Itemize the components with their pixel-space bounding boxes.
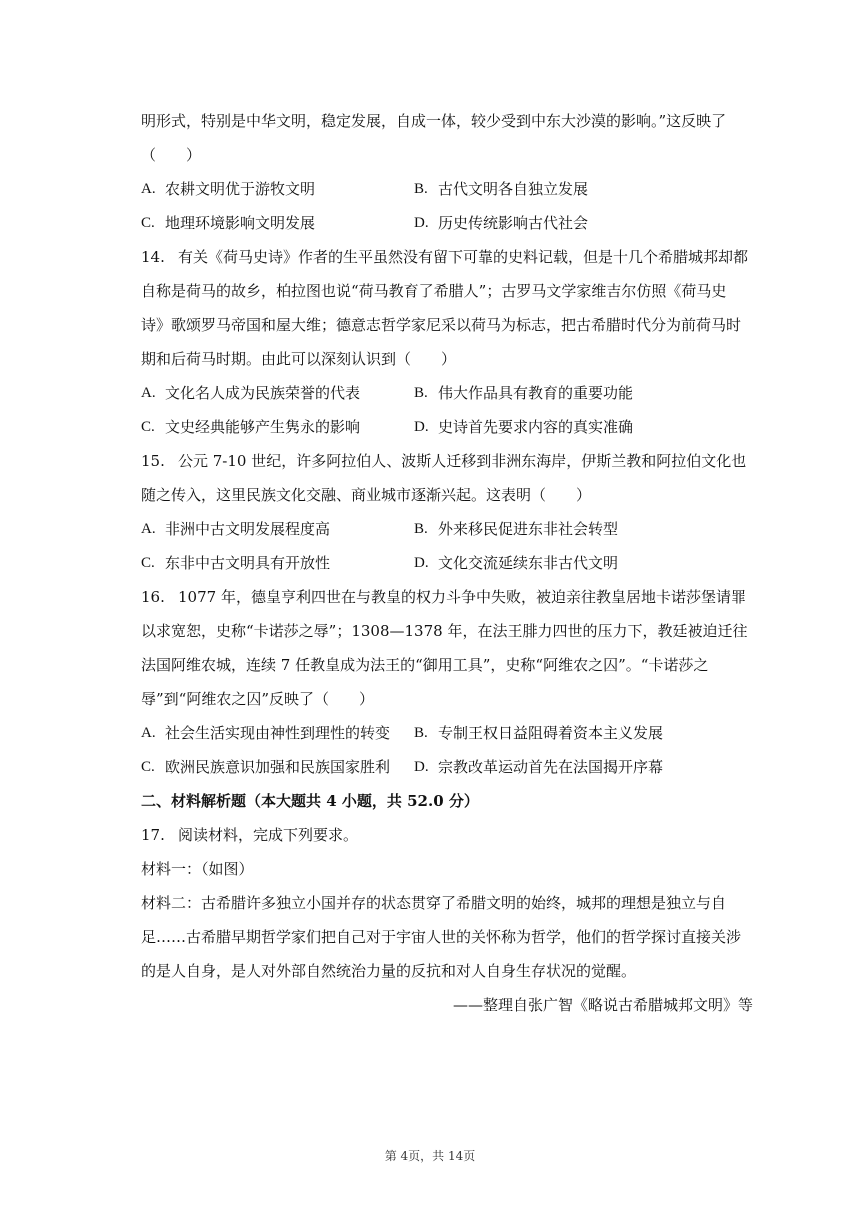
option-text: 文史经典能够产生隽永的影响 <box>165 418 361 436</box>
q13-text-line-1: 明形式，特别是中华文明，稳定发展，自成一体，较少受到中东大沙漠的影响。”这反映了 <box>141 112 727 130</box>
q17-material-2-line-2: 足……古希腊早期哲学家们把自己对于宇宙人世的关怀称为哲学，他们的哲学探讨直接关涉 <box>141 928 742 946</box>
q15-options-row-1 <box>141 512 753 546</box>
question-text: 阅读材料，完成下列要求。 <box>178 826 359 844</box>
page-content <box>141 104 753 1022</box>
option-text: 社会生活实现由神性到理性的转变 <box>165 724 391 742</box>
option-letter: D. <box>414 555 429 571</box>
q16-options-row-1 <box>141 716 753 750</box>
option-text: 文化名人成为民族荣誉的代表 <box>165 384 361 402</box>
q14-text-line-2: 自称是荷马的故乡，柏拉图也说“荷马教育了希腊人”；古罗马文学家维吉尔仿照《荷马史 <box>141 282 727 300</box>
q13-option-d <box>414 206 588 240</box>
q14-options-row-2 <box>141 410 753 444</box>
q14-text-line-1 <box>141 240 753 274</box>
option-text: 历史传统影响古代社会 <box>438 214 589 232</box>
q16-text-line-3: 法国阿维农城，连续 7 任教皇成为法王的“御用工具”，史称“阿维农之囚”。“卡诺莎之 <box>141 656 709 674</box>
q16-text-line-1 <box>141 580 753 614</box>
q14-text-line-3: 诗》歌颂罗马帝国和屋大维；德意志哲学家尼采以荷马为标志，把古希腊时代分为前荷马时 <box>141 316 742 334</box>
q13-options-row-1 <box>141 172 753 206</box>
option-letter: A. <box>141 181 156 197</box>
q15-option-a <box>141 512 414 546</box>
option-text: 农耕文明优于游牧文明 <box>165 180 316 198</box>
q16-option-c <box>141 750 414 784</box>
q15-option-b <box>414 512 618 546</box>
option-letter: A. <box>141 385 156 401</box>
q15-option-d <box>414 546 618 580</box>
q15-options-row-2 <box>141 546 753 580</box>
question-number: 17. <box>141 826 165 844</box>
q17-prompt-line <box>141 818 753 852</box>
option-letter: B. <box>414 385 428 401</box>
q17-material-2-line-1: 材料二：古希腊许多独立小国并存的状态贯穿了希腊文明的始终，城邦的理想是独立与自 <box>141 894 727 912</box>
question-number: 15. <box>141 452 165 470</box>
option-letter: D. <box>414 215 429 231</box>
option-letter: B. <box>414 521 428 537</box>
q14-option-b <box>414 376 633 410</box>
question-text: 有关《荷马史诗》作者的生平虽然没有留下可靠的史料记载，但是十几个希腊城邦却都 <box>178 248 749 266</box>
question-number: 14. <box>141 248 165 266</box>
q14-options-row-1 <box>141 376 753 410</box>
option-text: 专制王权日益阻碍着资本主义发展 <box>438 724 664 742</box>
option-letter: B. <box>414 181 428 197</box>
option-text: 伟大作品具有教育的重要功能 <box>438 384 634 402</box>
q16-option-b <box>414 716 663 750</box>
q13-option-b <box>414 172 588 206</box>
question-number: 16. <box>141 588 165 606</box>
q17-material-2-line-3: 的是人自身，是人对外部自然统治力量的反抗和对人自身生存状况的觉醒。 <box>141 962 637 980</box>
q13-option-a <box>141 172 414 206</box>
q16-text-line-2: 以求宽恕，史称“卡诺莎之辱”；1308—1378 年，在法王腓力四世的压力下，教廷被迫迁往 <box>141 622 748 640</box>
q13-text-line-2: （ ） <box>141 146 202 164</box>
option-text: 文化交流延续东非古代文明 <box>438 554 619 572</box>
option-text: 宗教改革运动首先在法国揭开序幕 <box>438 758 664 776</box>
page-footer: 第 4页，共 14页 <box>384 1149 476 1163</box>
q14-option-d <box>414 410 633 444</box>
option-text: 东非中古文明具有开放性 <box>165 554 331 572</box>
q14-text-line-4: 期和后荷马时期。由此可以深刻认识到（ ） <box>141 350 457 368</box>
option-text: 欧洲民族意识加强和民族国家胜利 <box>165 758 391 776</box>
option-text: 外来移民促进东非社会转型 <box>438 520 619 538</box>
section-heading: 二、材料解析题（本大题共 4 小题，共 52.0 分） <box>141 792 479 810</box>
q15-text-line-2: 随之传入，这里民族文化交融、商业城市逐渐兴起。这表明（ ） <box>141 486 592 504</box>
option-letter: C. <box>141 759 155 775</box>
option-text: 史诗首先要求内容的真实准确 <box>438 418 634 436</box>
q16-text-line-4: 辱”到“阿维农之囚”反映了（ ） <box>141 690 375 708</box>
option-text: 地理环境影响文明发展 <box>165 214 316 232</box>
question-text: 公元 7-10 世纪，许多阿拉伯人、波斯人迁移到非洲东海岸，伊斯兰教和阿拉伯文化也 <box>178 452 747 470</box>
q14-option-a <box>141 376 414 410</box>
option-text: 古代文明各自独立发展 <box>438 180 589 198</box>
q13-options-row-2 <box>141 206 753 240</box>
q13-option-c <box>141 206 414 240</box>
option-letter: D. <box>414 759 429 775</box>
option-letter: C. <box>141 419 155 435</box>
q17-source-citation: ——整理自张广智《略说古希腊城邦文明》等 <box>452 996 753 1014</box>
q14-option-c <box>141 410 414 444</box>
option-letter: C. <box>141 555 155 571</box>
q16-option-a <box>141 716 414 750</box>
q16-option-d <box>414 750 663 784</box>
q15-text-line-1 <box>141 444 753 478</box>
option-letter: D. <box>414 419 429 435</box>
option-letter: B. <box>414 725 428 741</box>
q15-option-c <box>141 546 414 580</box>
option-letter: C. <box>141 215 155 231</box>
question-text: 1077 年，德皇亨利四世在与教皇的权力斗争中失败，被迫亲往教皇居地卡诺莎堡请罪 <box>178 588 746 606</box>
q16-options-row-2 <box>141 750 753 784</box>
option-letter: A. <box>141 725 156 741</box>
q17-material-1: 材料一：（如图） <box>141 860 254 878</box>
option-letter: A. <box>141 521 156 537</box>
option-text: 非洲中古文明发展程度高 <box>165 520 331 538</box>
